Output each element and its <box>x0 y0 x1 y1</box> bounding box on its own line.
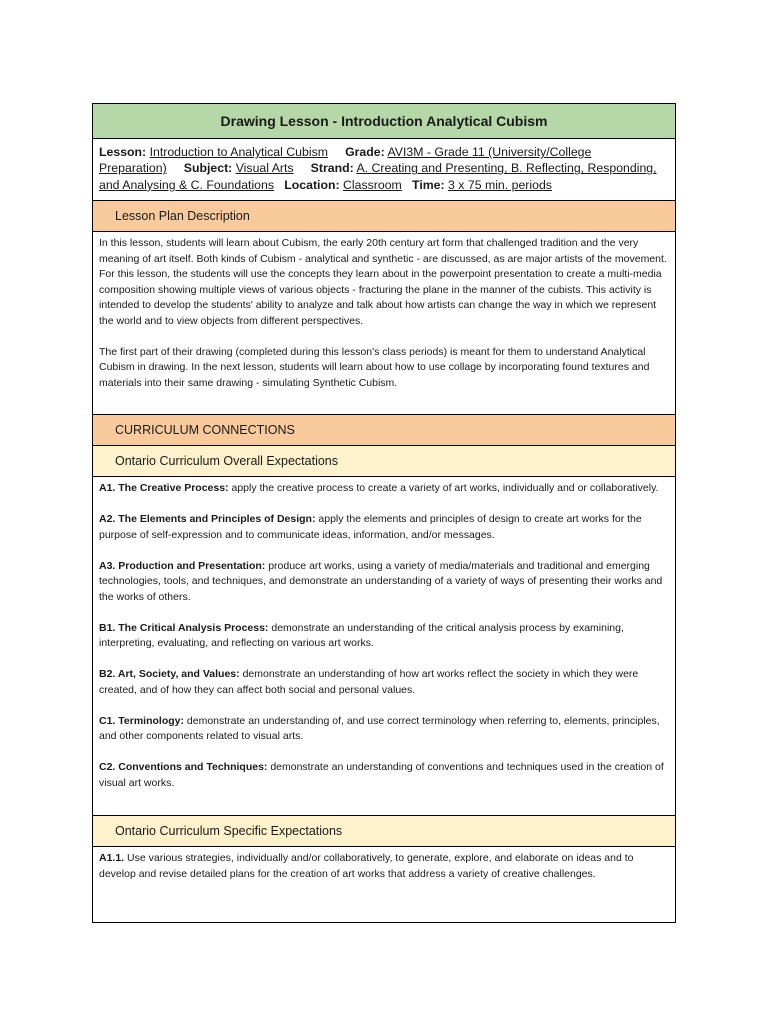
strand-value: A. Creating and Presenting, B. Reflecting, Responding, and Analysing & C. Foundations <box>99 161 657 192</box>
strand-label: Strand: <box>310 161 354 176</box>
grade-value: AVI3M - Grade 11 (University/College Preparation) <box>99 145 592 176</box>
lesson-plan-description <box>93 232 675 415</box>
section-heading: Lesson Plan Description <box>115 209 250 223</box>
expectation-text: produce art works, using a variety of media/materials and traditional and emerging technologies, tools, and techniques, and demonstrate an understanding of a variety of ways of presenting their works and the works of others. <box>99 559 663 603</box>
lesson-label: Lesson: <box>99 145 147 159</box>
subject-value: Visual Arts <box>235 161 294 176</box>
lesson-value: Introduction to Analytical Cubism <box>149 145 328 159</box>
expectation-item <box>99 559 669 606</box>
lesson-plan-description-header <box>93 201 675 232</box>
overall-expectations-header <box>93 446 675 477</box>
expectation-code: A1. The Creative Process: <box>99 482 229 494</box>
description-paragraph: The first part of their drawing (completed during this lesson's class periods) is meant for them to understand Analytical Cubism in drawing. In the next lesson, students will learn about how to use collage by incorporating found textures and materials into their same drawing - simulating Synthetic Cubism. <box>99 345 650 389</box>
expectation-code: C1. Terminology: <box>99 714 184 727</box>
expectation-code: A1.1. <box>99 852 125 864</box>
expectation-code: C2. Conventions and Techniques: <box>99 761 268 773</box>
subsection-heading: Ontario Curriculum Specific Expectations <box>115 824 343 838</box>
time-value: 3 x 75 min. periods <box>448 177 552 192</box>
lesson-title: Drawing Lesson - Introduction Analytical Cubism <box>220 113 548 129</box>
specific-expectations-list <box>93 847 675 922</box>
expectation-item <box>99 714 669 745</box>
expectation-item <box>99 760 669 791</box>
expectation-code: A3. Production and Presentation: <box>99 559 266 572</box>
section-heading: CURRICULUM CONNECTIONS <box>115 423 295 437</box>
expectation-item <box>99 621 669 652</box>
specific-expectations-header <box>93 816 675 847</box>
subsection-heading: Ontario Curriculum Overall Expectations <box>115 454 338 468</box>
time-label: Time: <box>412 177 445 192</box>
description-paragraph: In this lesson, students will learn about Cubism, the early 20th century art form that challenged tradition and the very meaning of art itself. Both kinds of Cubism - analytical and synthetic - are discussed, as are major artists of the movement. For this lesson, the students will use the concepts they learn about in the powerpoint presentation to create a multi-media composition showing multiple views of various objects - fracturing the plane in the manner of the cubists. This activity is intended to develop the students' ability to analyze and talk about how artists can change the way in which we represent the world and to view objects from different perspectives. <box>99 237 667 327</box>
lesson-plan-table <box>92 103 676 923</box>
lesson-title-row <box>93 104 675 139</box>
expectation-text: Use various strategies, individually and/or collaboratively, to generate, explore, and elaborate on ideas and to develop and revise detailed plans for the creation of art works that address a variety of creative challenges. <box>99 852 634 880</box>
expectation-item <box>99 667 669 698</box>
expectation-text: demonstrate an understanding of, and use correct terminology when referring to, elements, principles, and other components related to visual arts. <box>99 714 660 742</box>
curriculum-connections-header <box>93 415 675 446</box>
expectation-code: B1. The Critical Analysis Process: <box>99 621 269 634</box>
grade-label: Grade: <box>345 145 385 159</box>
expectation-text: apply the elements and principles of design to create art works for the purpose of self-expression and to communicate ideas, information, and/or messages. <box>99 513 642 541</box>
location-value: Classroom <box>343 177 402 192</box>
expectation-item <box>99 851 669 882</box>
expectation-code: A2. The Elements and Principles of Design: <box>99 513 316 525</box>
expectation-item <box>99 512 669 543</box>
expectation-text: demonstrate an understanding of the critical analysis process by examining, interpreting, evaluating, and reflecting on various art works. <box>99 621 624 649</box>
subject-label: Subject: <box>183 161 233 176</box>
expectation-item <box>99 481 669 497</box>
expectation-text: demonstrate an understanding of conventions and techniques used in the creation of visual art works. <box>99 761 664 789</box>
expectation-code: B2. Art, Society, and Values: <box>99 668 240 680</box>
location-label: Location: <box>284 177 340 192</box>
expectation-text: apply the creative process to create a variety of art works, individually and or collaboratively. <box>231 482 659 494</box>
expectation-text: demonstrate an understanding of how art works reflect the society in which they were created, and of how they can affect both social and personal values. <box>99 668 639 696</box>
overall-expectations-list <box>93 477 675 816</box>
lesson-meta-row <box>93 139 675 201</box>
